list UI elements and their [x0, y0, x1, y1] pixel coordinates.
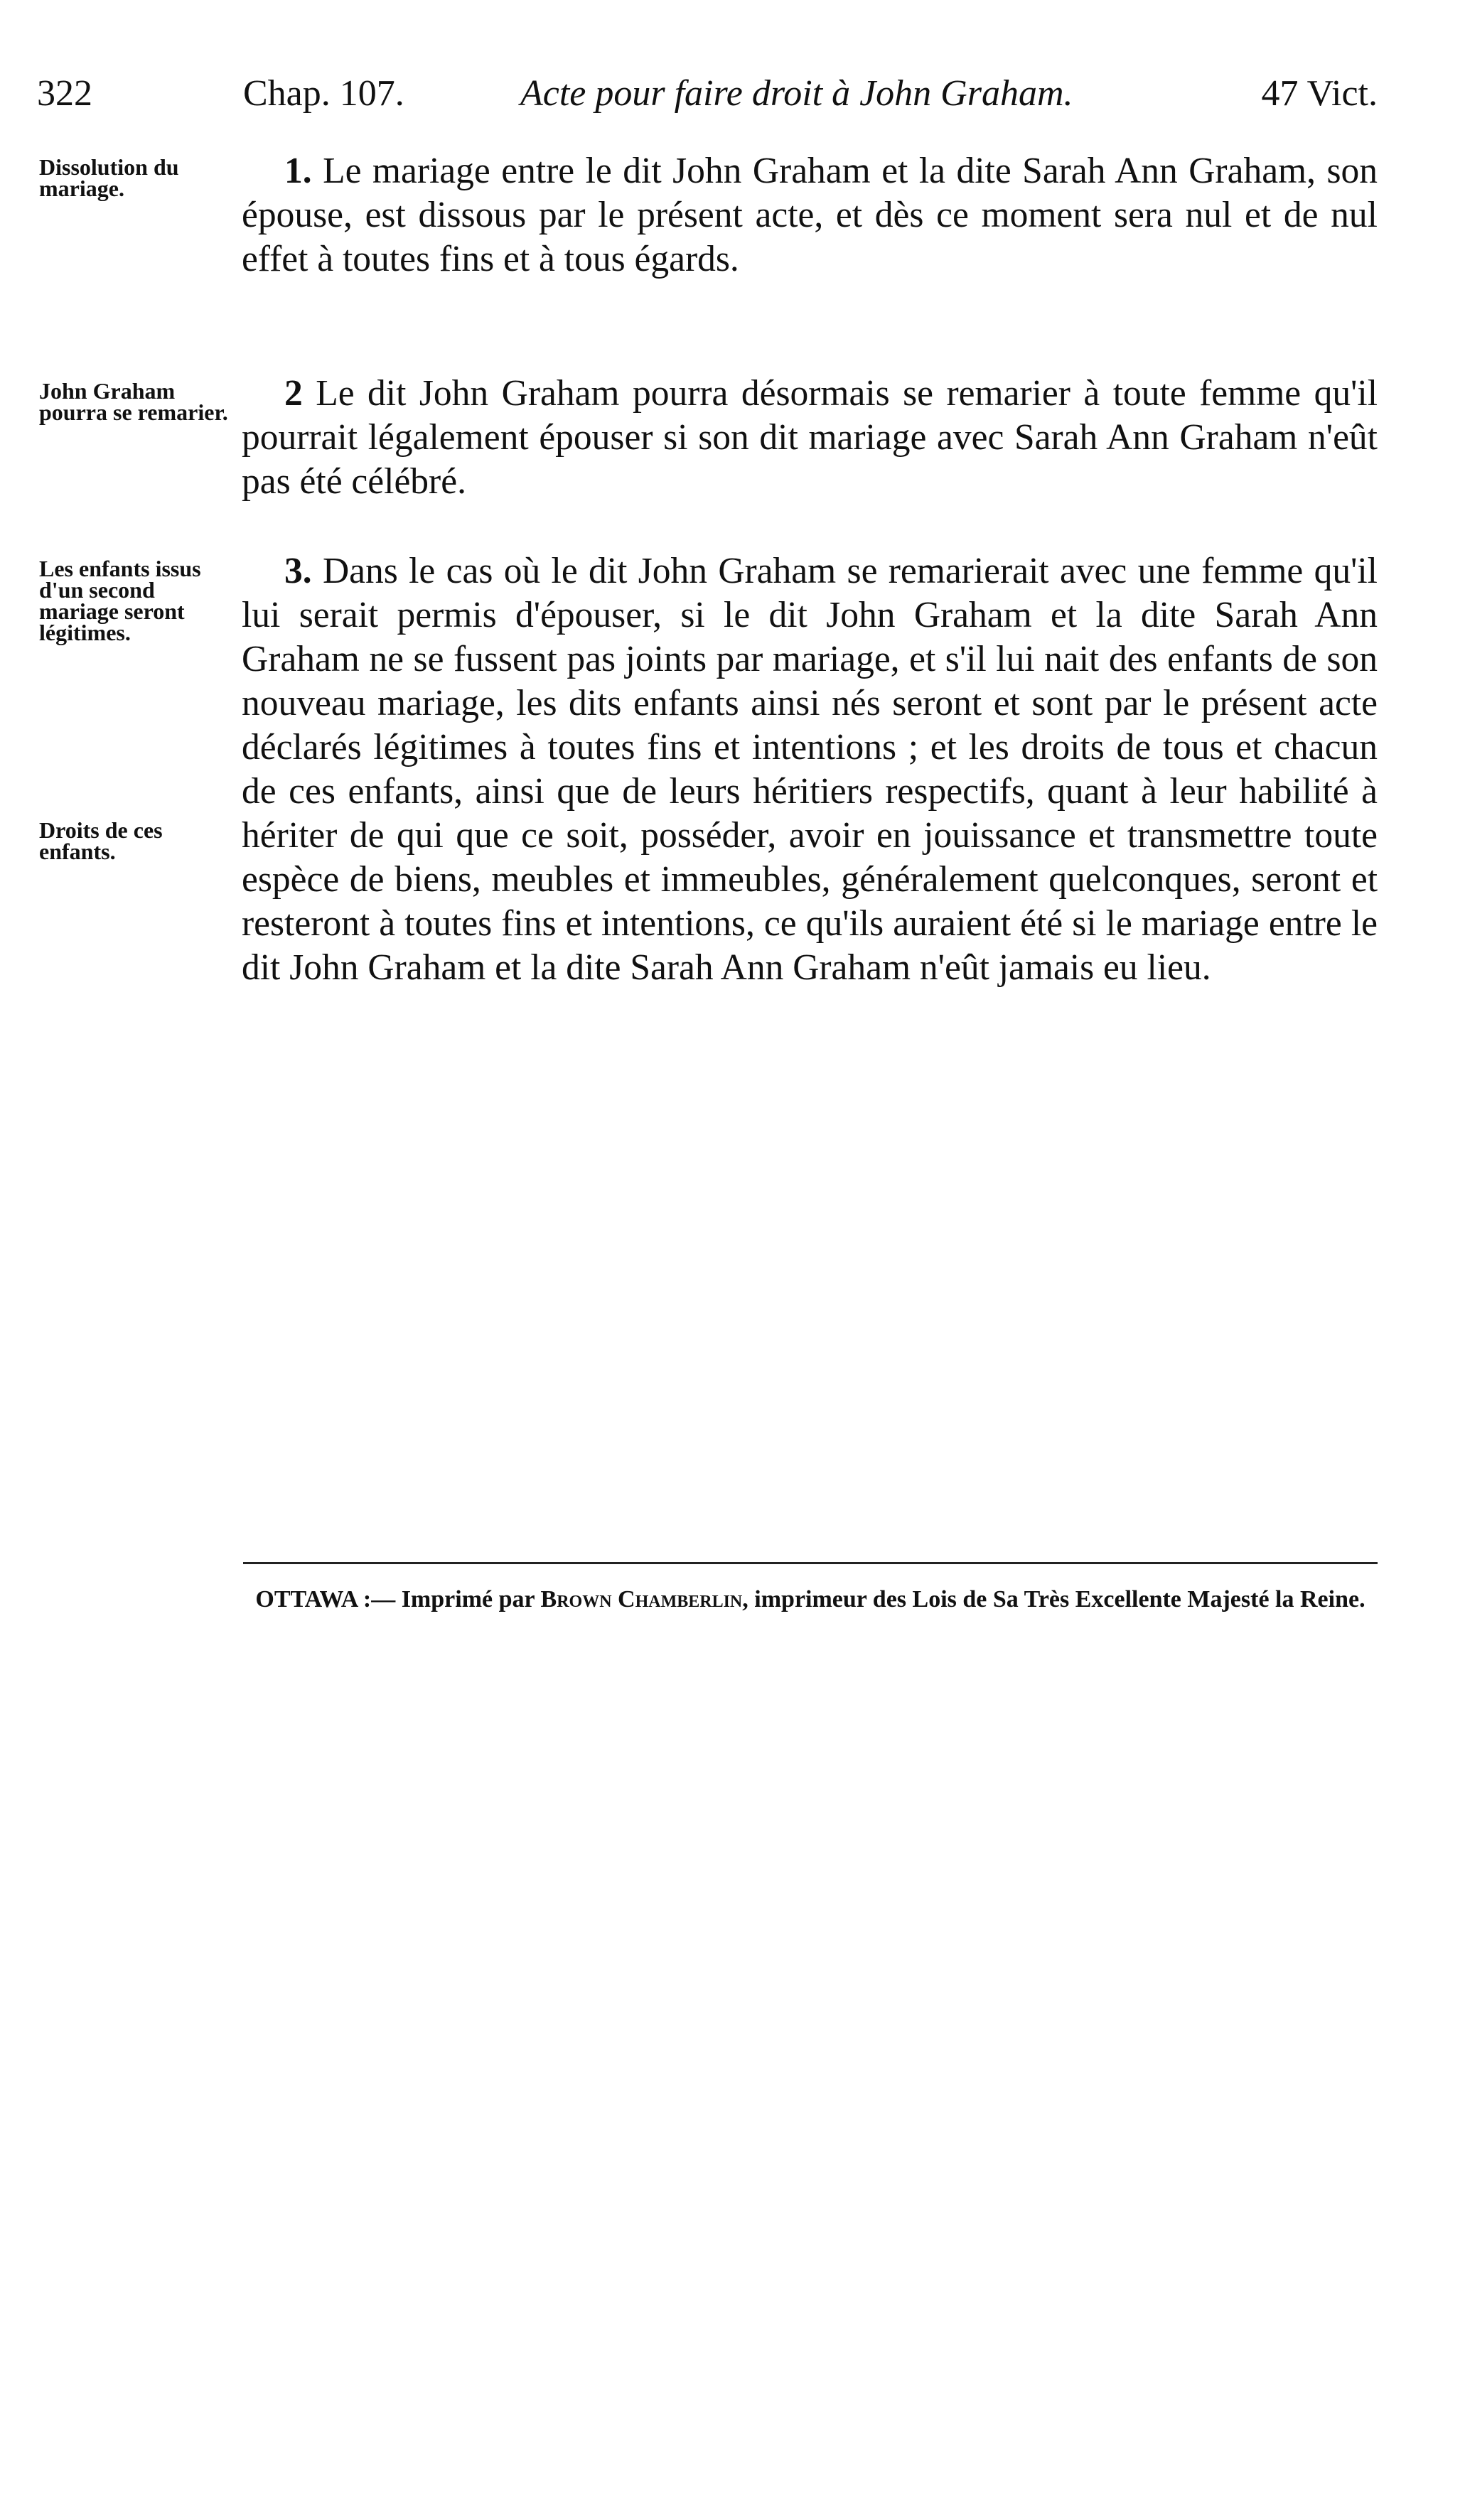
imprint-rest: imprimeur des Lois de Sa Très Excellente Majesté la Reine.: [754, 1586, 1365, 1612]
imprint-place: OTTAWA :—: [255, 1586, 396, 1612]
margin-note-dissolution: Dissolution du mariage.: [39, 154, 179, 201]
chapter-label: Chap. 107.: [243, 73, 404, 114]
section-text: Le dit John Graham pourra désormais se remarier à toute femme qu'il pourrait légalement épouser si son dit mariage avec Sarah Ann Graham n'eût pas été célébré.: [242, 373, 1378, 502]
section-number: 3.: [284, 551, 312, 591]
margin-note-rights: Droits de ces enfants.: [39, 817, 163, 864]
footer-rule: [243, 1562, 1378, 1564]
section-text: Dans le cas où le dit John Graham se remarierait avec une femme qu'il lui serait permis d'épouser, si le dit John Graham et la dite Sarah Ann Graham ne se fussent pas joints par mariage, et s'il lui nait des enfants de son nouveau mariage, les dits enfants ainsi nés seront et sont par le présent acte déclarés légitimes à toutes fins et intentions ; et les droits de tous et chacun de ces enfants, ainsi que de leurs héritiers respectifs, quant à leur habilité à hériter de qui que ce soit, posséder, avoir en jouissance et transmettre toute espèce de biens, meubles et immeubles, généralement quelconques, seront et resteront à toutes fins et intentions, ce qu'ils auraient été si le mariage entre le dit John Graham et la dite Sarah Ann Graham n'eût jamais eu lieu.: [242, 551, 1378, 988]
imprint-printer-name: Brown Chamberlin,: [540, 1586, 748, 1612]
section-number: 1.: [284, 151, 312, 191]
section-3: [242, 549, 1378, 990]
section-number: 2: [284, 373, 303, 414]
section-text: Le mariage entre le dit John Graham et la dite Sarah Ann Graham, son épouse, est dissous par le présent acte, et dès ce moment sera nul et de nul effet à toutes fins et à tous égards.: [242, 151, 1378, 279]
margin-note-legitimacy: Les enfants issus d'un second mariage seront légitimes.: [39, 556, 201, 645]
margin-note-remarriage: John Graham pourra se remarier.: [39, 378, 228, 425]
running-title: Acte pour faire droit à John Graham.: [520, 73, 1073, 114]
page-number: 322: [37, 73, 92, 114]
section-2: [242, 372, 1378, 504]
imprint: [243, 1586, 1378, 1613]
imprint-printed-by: Imprimé par: [401, 1586, 535, 1612]
regnal-year: 47 Vict.: [1261, 73, 1378, 114]
section-1: [242, 149, 1378, 281]
page-header: [37, 65, 1378, 122]
